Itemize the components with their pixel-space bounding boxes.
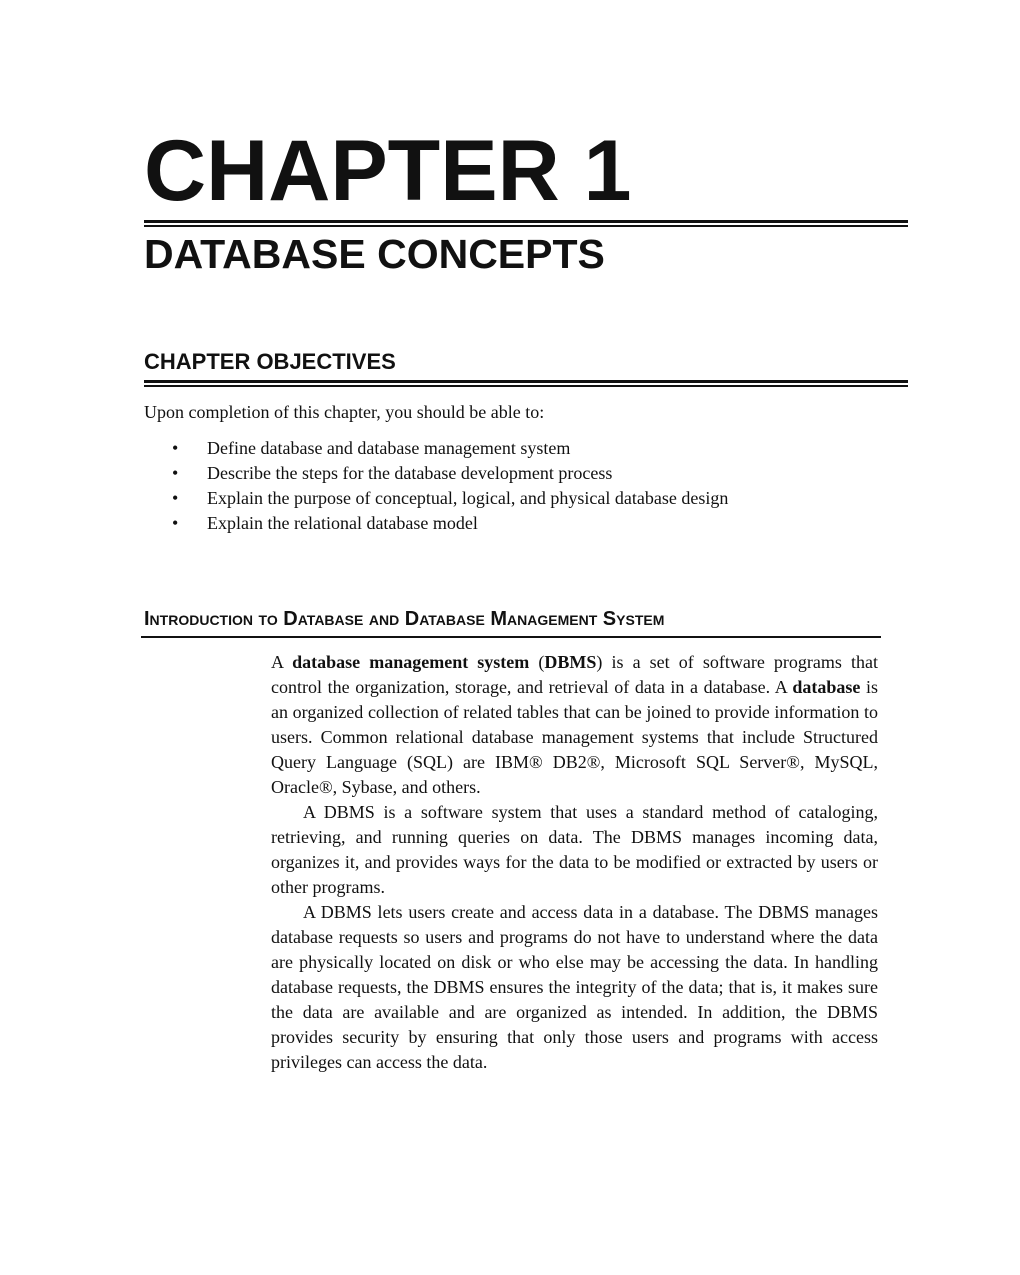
text-run: ) is a set of software programs that control the organization, storage, and retrieval of data in a database. A [271, 652, 878, 697]
objective-item [172, 486, 728, 511]
objective-text: Describe the steps for the database development process [207, 463, 613, 483]
objective-text: Define database and database management system [207, 438, 571, 458]
objective-text: Explain the purpose of conceptual, logical, and physical database design [207, 488, 729, 508]
bullet-icon: • [172, 438, 179, 458]
objective-item [172, 511, 728, 536]
section-body [271, 650, 878, 1075]
objective-text: Explain the relational database model [207, 513, 478, 533]
term-acronym: DBMS [544, 652, 597, 672]
paragraph-1 [271, 650, 878, 800]
text-run: is an organized collection of related tables that can be joined to provide information to users. Common relational database management systems that include Structured Query Language (SQL) are IBM® DB2®, Microsoft SQL Server®, MySQL, Oracle®, Sybase, and others. [271, 677, 878, 797]
bullet-icon: • [172, 488, 179, 508]
paragraph-3: A DBMS lets users create and access data in a database. The DBMS manages database requests so users and programs do not have to understand where the data are physically located on disk or who else may be accessing the data. In handling database requests, the DBMS ensures the integrity of the data; that is, it makes sure the data are available and are organized as intended. In addition, the DBMS provides security by ensuring that only those users and programs with access privileges can access the data. [271, 902, 878, 1072]
chapter-rule [144, 220, 908, 227]
bullet-icon: • [172, 513, 179, 533]
chapter-title: DATABASE CONCEPTS [144, 231, 605, 277]
objectives-list [172, 436, 728, 536]
text-run: A [271, 652, 293, 672]
section-rule [141, 636, 881, 638]
objectives-heading: CHAPTER OBJECTIVES [144, 349, 396, 374]
objective-item [172, 461, 728, 486]
objectives-rule [144, 380, 908, 387]
term-dbms: database management system [292, 652, 530, 672]
objective-item [172, 436, 728, 461]
chapter-number: CHAPTER 1 [144, 123, 632, 219]
term-database: database [792, 677, 861, 697]
objectives-intro: Upon completion of this chapter, you should be able to: [144, 402, 545, 422]
bullet-icon: • [172, 463, 179, 483]
paragraph-2: A DBMS is a software system that uses a standard method of cataloging, retrieving, and running queries on data. The DBMS manages incoming data, organizes it, and provides ways for the data to be modified or extracted by users or other programs. [271, 802, 878, 897]
text-run: ( [529, 652, 545, 672]
section-heading: Introduction to Database and Database Management System [144, 608, 665, 630]
